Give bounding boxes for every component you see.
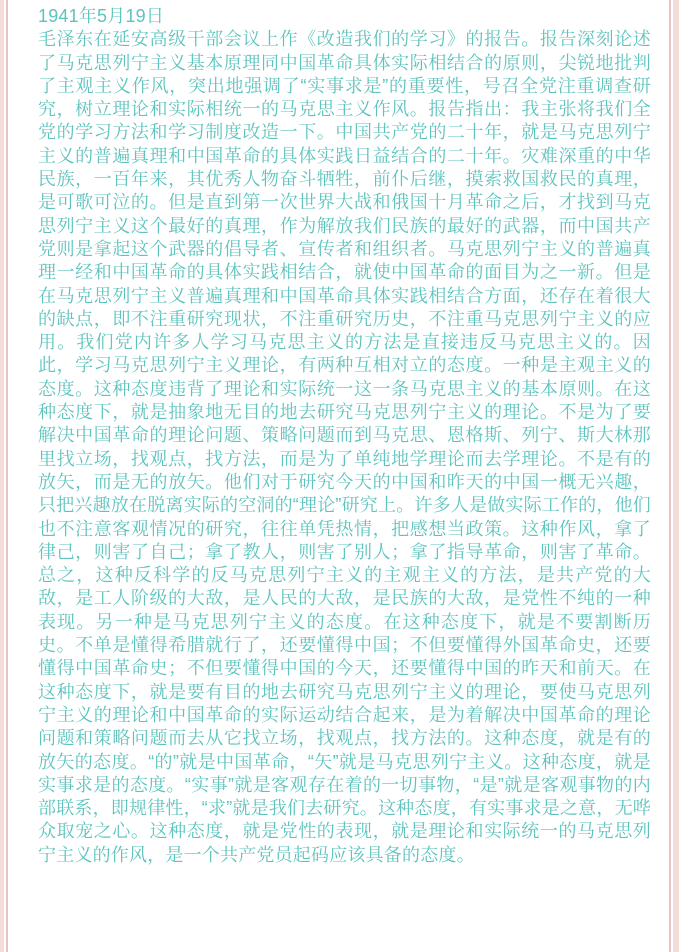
left-border-strip [0,0,4,952]
right-border-line [669,0,671,952]
article-content [8,0,669,952]
right-border-strip [673,0,679,952]
date-heading: 1941年5月19日 [38,6,165,26]
article-body: 毛泽东在延安高级干部会议上作《改造我们的学习》的报告。报告深刻论述了马克思列宁主义基本原理同中国革命具体实际相结合的原则，尖锐地批判了主观主义作风，突出地强调了“实事求是”的重要性，号召全党注重调查研究，树立理论和实际相统一的马克思主义作风。报告指出：我主张将我们全党的学习方法和学习制度改造一下。中国共产党的二十年，就是马克思列宁主义的普遍真理和中国革命的具体实践日益结合的二十年。灾难深重的中华民族，一百年来，其优秀人物奋斗牺牲，前仆后继，摸索救国救民的真理，是可歌可泣的。但是直到第一次世界大战和俄国十月革命之后，才找到马克思列宁主义这个最好的真理，作为解放我们民族的最好的武器，而中国共产党则是拿起这个武器的倡导者、宣传者和组织者。马克思列宁主义的普遍真理一经和中国革命的具体实践相结合，就使中国革命的面目为之一新。但是在马克思列宁主义普遍真理和中国革命具体实践相结合方面，还存在着很大的缺点，即不注重研究现状，不注重研究历史，不注重马克思列宁主义的应用。我们党内许多人学习马克思主义的方法是直接违反马克思主义的。因此，学习马克思列宁主义理论，有两种互相对立的态度。一种是主观主义的态度。这种态度违背了理论和实际统一这一条马克思主义的基本原则。在这种态度下，就是抽象地无目的地去研究马克思列宁主义的理论。不是为了要解决中国革命的理论问题、策略问题而到马克思、恩格斯、列宁、斯大林那里找立场，找观点，找方法，而是为了单纯地学理论而去学理论。不是有的放矢，而是无的放矢。他们对于研究今天的中国和昨天的中国一概无兴趣，只把兴趣放在脱离实际的空洞的“理论”研究上。许多人是做实际工作的，他们也不注意客观情况的研究，往往单凭热情，把感想当政策。这种作风，拿了律己，则害了自己；拿了教人，则害了别人；拿了指导革命，则害了革命。总之，这种反科学的反马克思列宁主义的主观主义的方法，是共产党的大敌，是工人阶级的大敌，是人民的大敌，是民族的大敌，是党性不纯的一种表现。另一种是马克思列宁主义的态度。在这种态度下，就是不要割断历史。不单是懂得希腊就行了，还要懂得中国；不但要懂得外国革命史，还要懂得中国革命史；不但要懂得中国的今天，还要懂得中国的昨天和前天。在这种态度下，就是要有目的地去研究马克思列宁主义的理论，要使马克思列宁主义的理论和中国革命的实际运动结合起来，是为着解决中国革命的理论问题和策略问题而去从它找立场，找观点，找方法的。这种态度，就是有的放矢的态度。“的”就是中国革命，“矢”就是马克思列宁主义。这种态度，就是实事求是的态度。“实事”就是客观存在着的一切事物，“是”就是客观事物的内部联系，即规律性，“求”就是我们去研究。这种态度，有实事求是之意，无哗众取宠之心。这种态度，就是党性的表现，就是理论和实际统一的马克思列宁主义的作风，是一个共产党员起码应该具备的态度。 [38,29,651,865]
